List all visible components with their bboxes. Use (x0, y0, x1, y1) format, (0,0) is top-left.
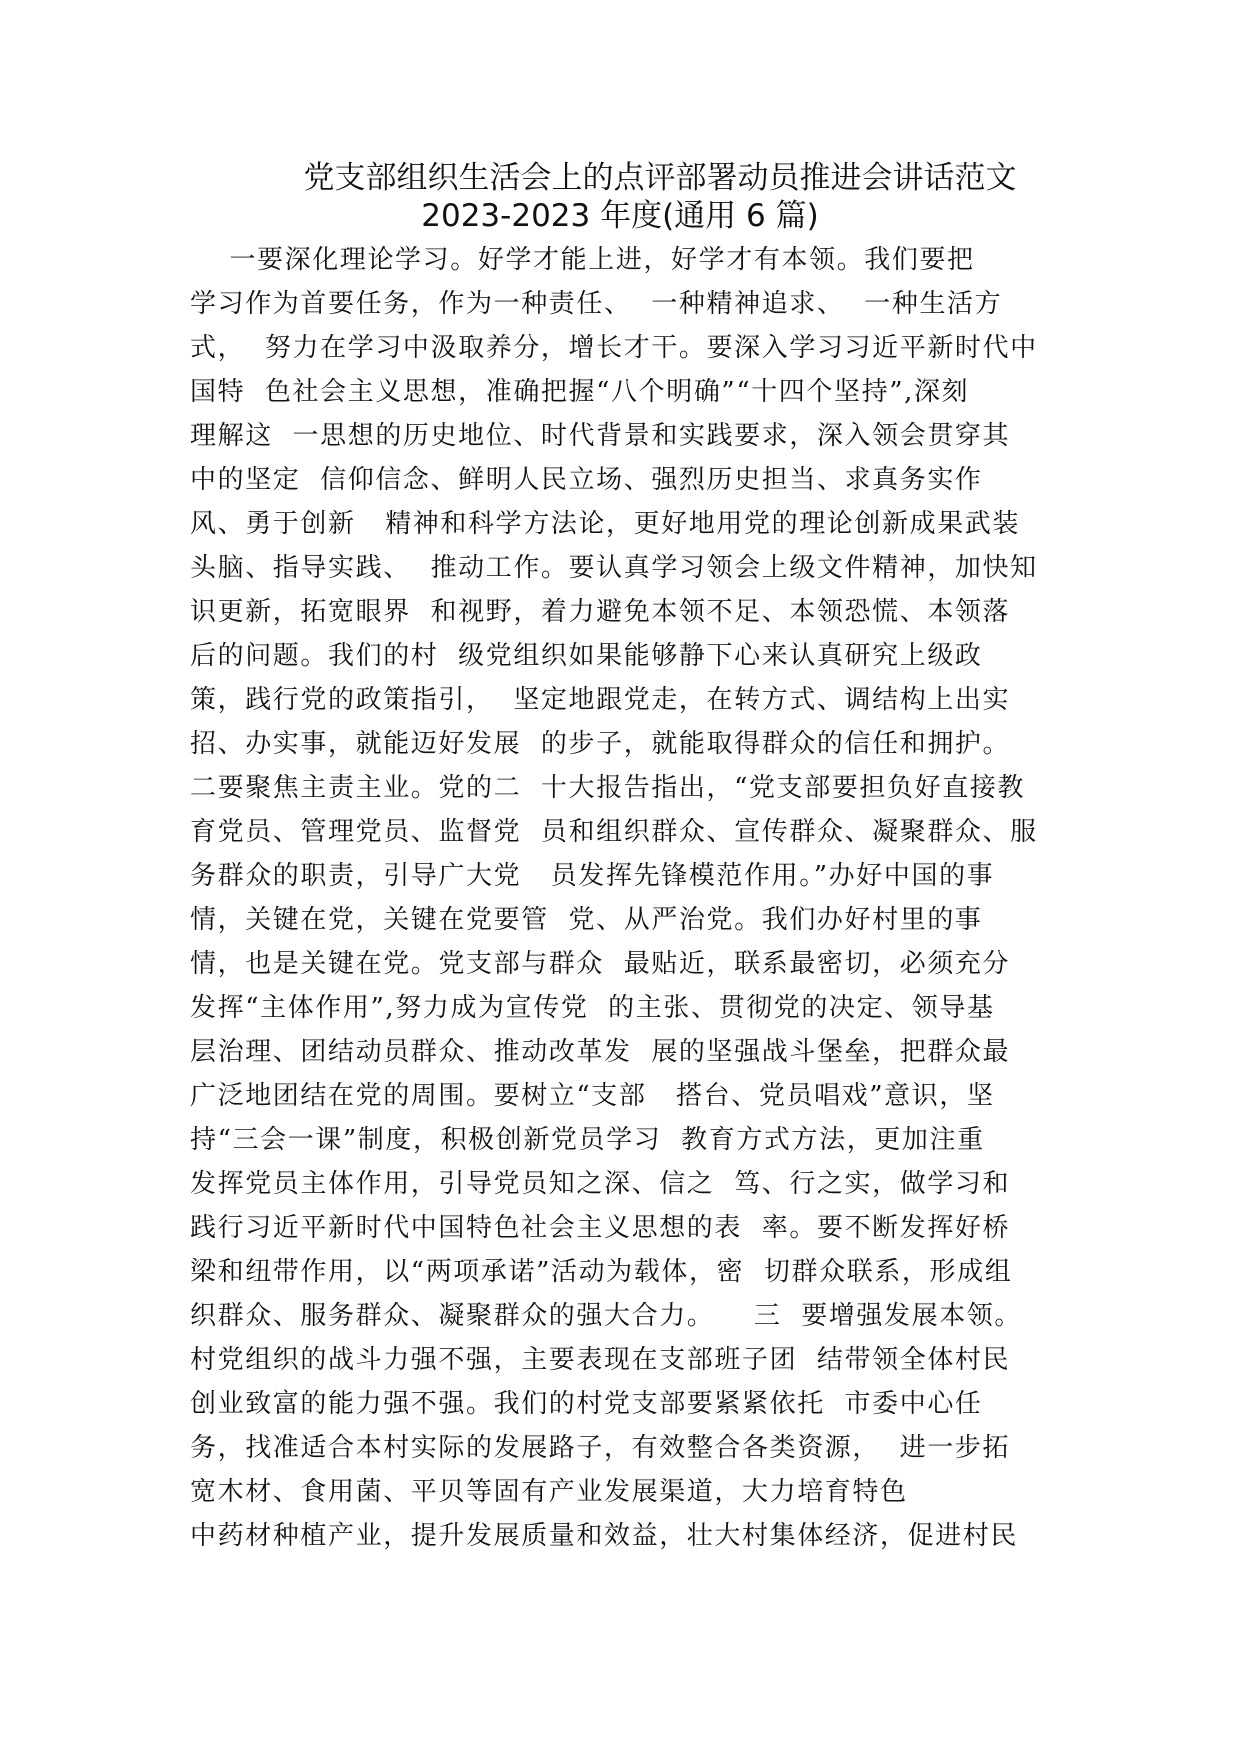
body-text-line: 织群众、服务群众、凝聚群众的强大合力。 三 要增强发展本领。 (190, 1301, 1022, 1331)
body-text-line: 学习作为首要任务，作为一种责任、 一种精神追求、 一种生活方 (190, 289, 1003, 319)
body-text-line: 策，践行党的政策指引， 坚定地跟党走，在转方式、调结构上出实 (190, 685, 1011, 715)
body-text-line: 中药材种植产业，提升发展质量和效益，壮大村集体经济，促进村民 (190, 1521, 1019, 1551)
body-text-line: 情，也是关键在党。党支部与群众 最贴近，联系最密切，必须充分 (190, 949, 1011, 979)
body-text-line: 梁和纽带作用，以“两项承诺”活动为载体，密 切群众联系，形成组 (190, 1257, 1013, 1287)
body-text-line: 广泛地团结在党的周围。要树立“支部 搭台、党员唱戏”意识，坚 (190, 1081, 995, 1111)
body-text-line: 风、勇于创新 精神和科学方法论，更好地用党的理论创新成果武装 (190, 509, 1020, 539)
body-text-line: 创业致富的能力强不强。我们的村党支部要紧紧依托 市委中心任 (190, 1389, 983, 1419)
body-text-line: 一要深化理论学习。好学才能上进，好学才有本领。我们要把 (190, 245, 975, 275)
body-text-line: 招、办实事，就能迈好发展 的步子，就能取得群众的信任和拥护。 (190, 729, 1011, 759)
document-title: 党支部组织生活会上的点评部署动员推进会讲话范文 (303, 160, 1017, 196)
body-text-line: 情，关键在党，关键在党要管 党、从严治党。我们办好村里的事 (190, 905, 983, 935)
body-text-line: 国特 色社会主义思想，准确把握“八个明确”“十四个坚持”,深刻 (190, 377, 970, 407)
body-text-line: 理解这 一思想的历史地位、时代背景和实践要求，深入领会贯穿其 (190, 421, 1011, 451)
body-text-line: 务，找准适合本村实际的发展路子，有效整合各类资源， 进一步拓 (190, 1433, 1011, 1463)
body-text-line: 持“三会一课”制度，积极创新党员学习 教育方式方法，更加注重 (190, 1125, 985, 1155)
body-text-line: 发挥党员主体作用，引导党员知之深、信之 笃、行之实，做学习和 (190, 1169, 1011, 1199)
body-text-line: 式， 努力在学习中汲取养分，增长才干。要深入学习习近平新时代中 (190, 333, 1038, 363)
body-text-line: 育党员、管理党员、监督党 员和组织群众、宣传群众、凝聚群众、服 (190, 817, 1038, 847)
body-text-line: 发挥“主体作用”,努力成为宣传党 的主张、贯彻党的决定、领导基 (190, 993, 995, 1023)
body-text-line: 后的问题。我们的村 级党组织如果能够静下心来认真研究上级政 (190, 641, 983, 671)
body-text-line: 层治理、团结动员群众、推动改革发 展的坚强战斗堡垒，把群众最 (190, 1037, 1011, 1067)
document-subtitle: 2023-2023 年度(通用 6 篇) (421, 198, 819, 234)
body-text-line: 村党组织的战斗力强不强，主要表现在支部班子团 结带领全体村民 (190, 1345, 1011, 1375)
body-text-line: 宽木材、食用菌、平贝等固有产业发展渠道，大力培育特色 (190, 1477, 908, 1507)
body-text-line: 识更新，拓宽眼界 和视野，着力避免本领不足、本领恐慌、本领落 (190, 597, 1011, 627)
document-body (190, 238, 1110, 1558)
body-text-line: 头脑、指导实践、 推动工作。要认真学习领会上级文件精神，加快知 (190, 553, 1038, 583)
body-text-line: 中的坚定 信仰信念、鲜明人民立场、强烈历史担当、求真务实作 (190, 465, 983, 495)
body-text-line: 二要聚焦主责主业。党的二 十大报告指出，“党支部要担负好直接教 (190, 773, 1026, 803)
body-text-line: 践行习近平新时代中国特色社会主义思想的表 率。要不断发挥好桥 (190, 1213, 1011, 1243)
body-text-line: 务群众的职责，引导广大党 员发挥先锋模范作用。”办好中国的事 (190, 861, 995, 891)
